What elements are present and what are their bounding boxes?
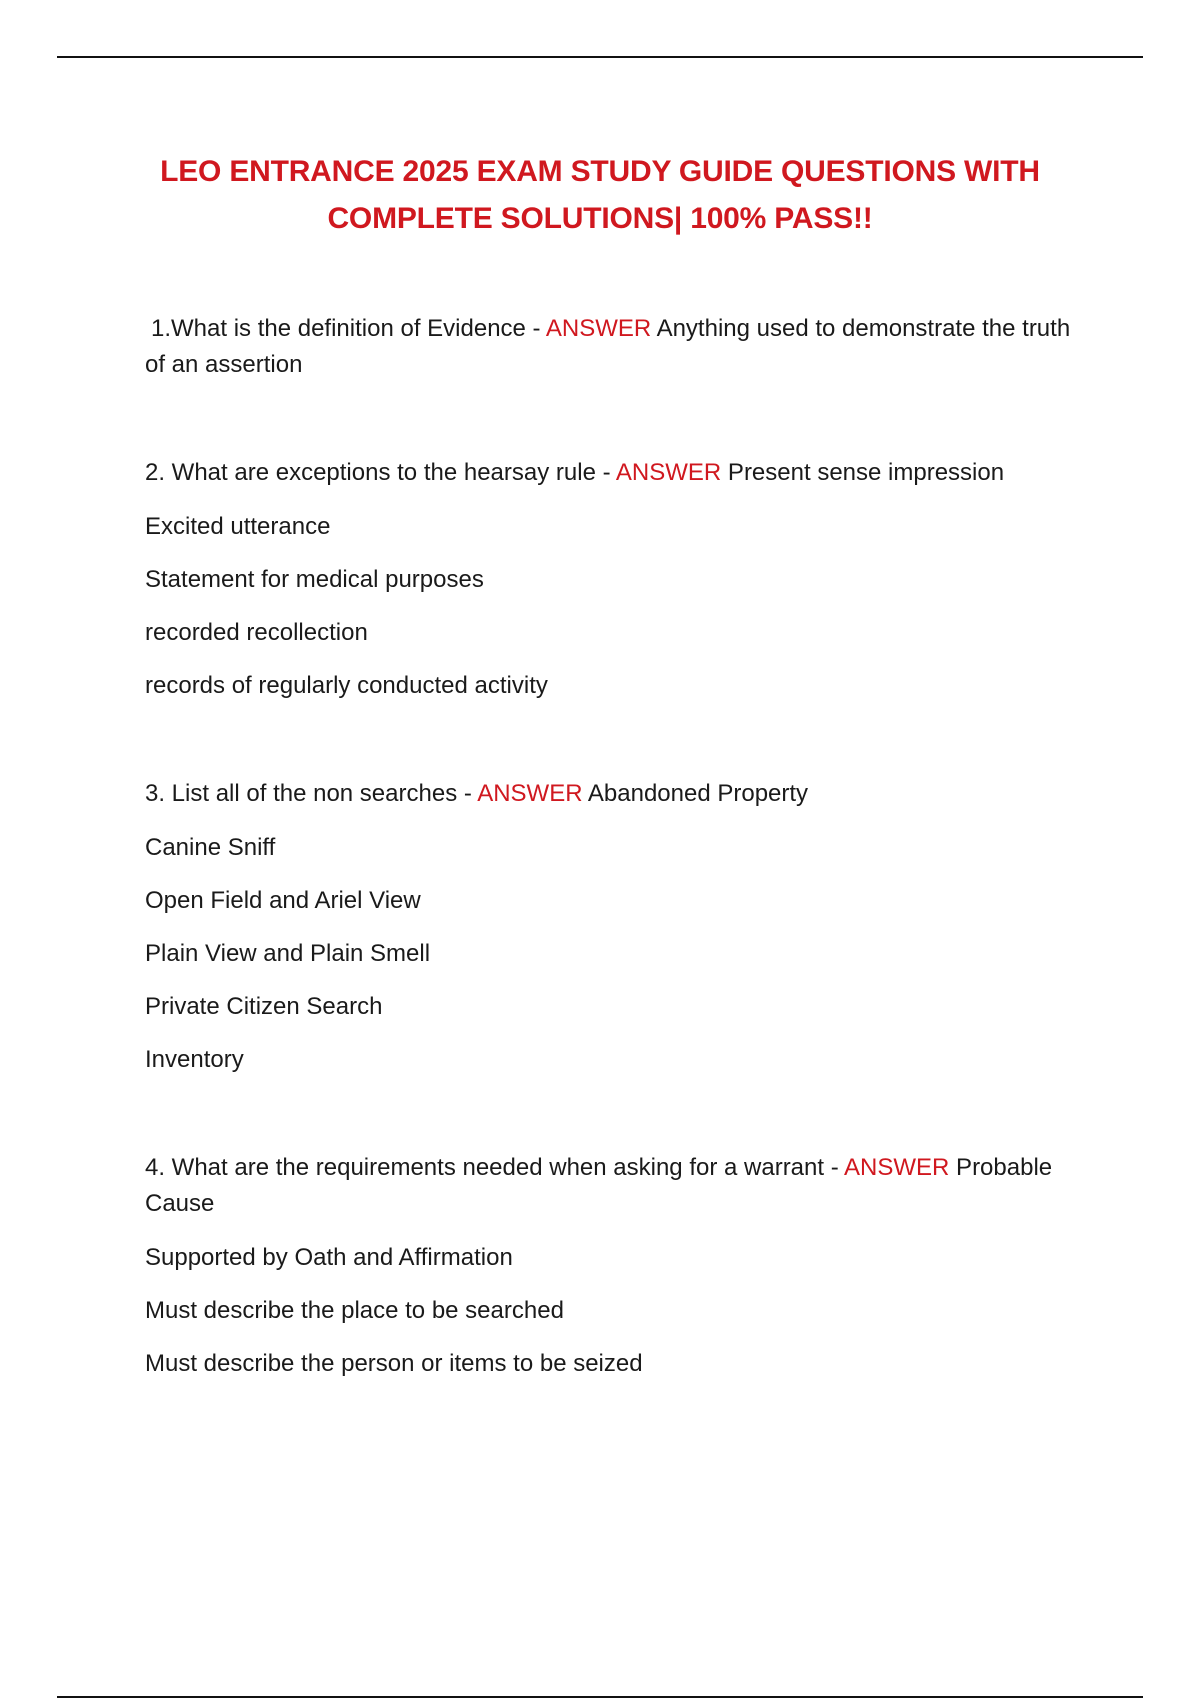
spacer	[145, 401, 1085, 455]
question-1-text	[145, 311, 1085, 383]
question-1-prompt: 1.What is the definition of Evidence -	[151, 315, 546, 342]
question-4-text	[145, 1150, 1085, 1222]
answer-item: Open Field and Ariel View	[145, 887, 421, 914]
answer-item: Canine Sniff	[145, 834, 276, 861]
question-2	[145, 455, 1085, 704]
title-line-1: LEO ENTRANCE 2025 EXAM STUDY GUIDE QUESTIONS WITH	[160, 155, 1040, 188]
answer-item: Inventory	[145, 1046, 244, 1073]
question-3-prompt: 3. List all of the non searches -	[145, 780, 478, 807]
question-2-answer: Present sense impression	[721, 459, 1005, 486]
answer-item: Must describe the place to be searched	[145, 1297, 564, 1324]
answer-label: ANSWER	[477, 780, 583, 807]
answer-item: records of regularly conducted activity	[145, 672, 548, 699]
answer-item: Must describe the person or items to be seized	[145, 1350, 643, 1377]
question-4-answer: Probable Cause	[145, 1154, 1053, 1217]
document-title	[100, 148, 1100, 242]
answer-label: ANSWER	[545, 315, 652, 342]
answer-item: Plain View and Plain Smell	[145, 940, 431, 967]
question-4	[145, 1150, 1085, 1382]
spacer	[145, 1096, 1085, 1150]
question-1-answer: Anything used to demonstrate the truth of an assertion	[145, 315, 1071, 378]
answer-label: ANSWER	[844, 1154, 950, 1181]
title-line-2: COMPLETE SOLUTIONS| 100% PASS!!	[327, 202, 873, 235]
question-2-prompt: 2. What are exceptions to the hearsay rule -	[145, 459, 616, 486]
answer-label: ANSWER	[615, 459, 722, 486]
question-list	[145, 311, 1085, 1400]
answer-item: Excited utterance	[145, 513, 331, 540]
question-1	[145, 311, 1085, 383]
answer-item: Statement for medical purposes	[145, 566, 484, 593]
footer-rule	[57, 1696, 1143, 1698]
answer-item: Private Citizen Search	[145, 993, 383, 1020]
header-rule	[57, 56, 1143, 58]
question-3-text	[145, 776, 1085, 812]
question-2-text	[145, 455, 1085, 491]
question-4-prompt: 4. What are the requirements needed when asking for a warrant -	[145, 1154, 845, 1181]
question-3	[145, 776, 1085, 1078]
answer-item: recorded recollection	[145, 619, 368, 646]
answer-item: Supported by Oath and Affirmation	[145, 1244, 513, 1271]
question-3-answer: Abandoned Property	[582, 780, 809, 807]
spacer	[145, 722, 1085, 776]
